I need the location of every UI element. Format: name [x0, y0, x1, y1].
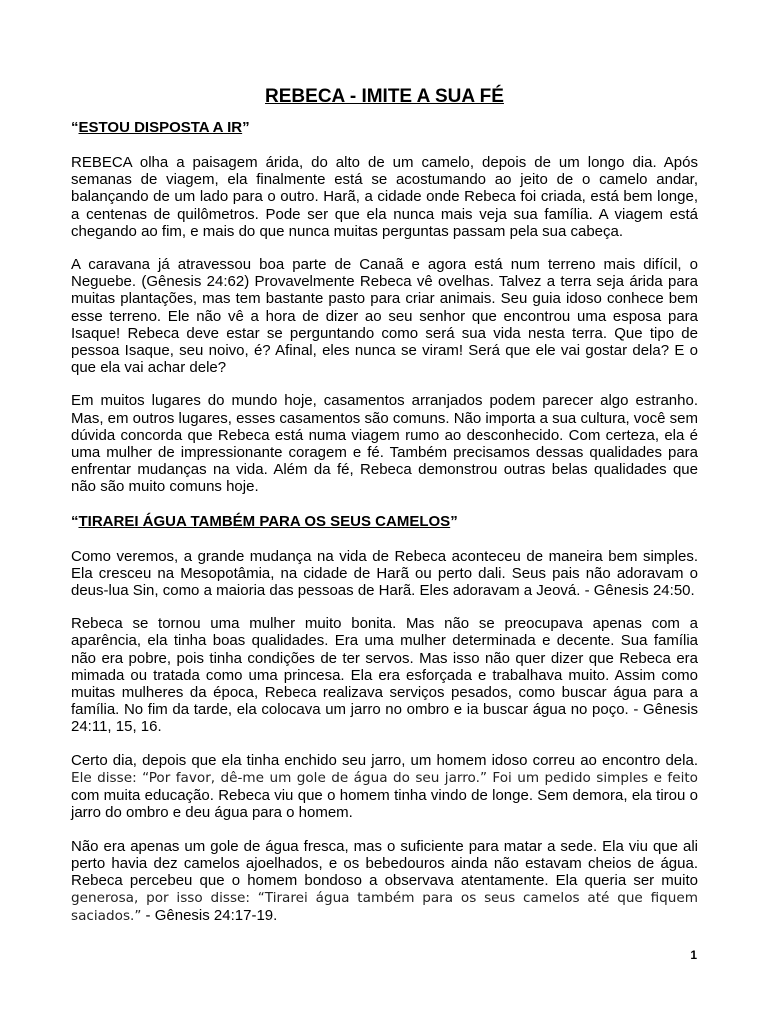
- paragraph: A caravana já atravessou boa parte de Canaã e agora está num terreno mais difícil, o Neguebe. (Gênesis 24:62) Provavelmente Rebeca vê ovelhas. Talvez a terra seja árida para muitas plantações, mas tem bastante pasto para criar animais. Seu guia idoso conhece bem esse terreno. Ele não vê a hora de dizer ao seu senhor que encontrou uma esposa para Isaque! Rebeca deve estar se perguntando como será sua vida nesta terra. Que tipo de pessoa Isaque, seu noivo, é? Afinal, eles nunca se viram! Será que ele vai gostar dela? E o que ela vai achar dele?: [71, 256, 698, 377]
- heading-quote-close: ”: [450, 512, 458, 530]
- section-heading-tirarei-agua: [71, 512, 698, 532]
- paragraph-text-alt-font: Ele disse: “Por favor, dê-me um gole de água do seu jarro.” Foi um pedido simples e feito: [71, 769, 698, 786]
- heading-quote-open: “: [71, 119, 79, 136]
- paragraph: [71, 752, 698, 822]
- document-title: [71, 85, 698, 109]
- heading-text: TIRAREI ÁGUA TAMBÉM PARA OS SEUS CAMELOS: [78, 512, 451, 530]
- paragraph: REBECA olha a paisagem árida, do alto de um camelo, depois de um longo dia. Após semanas de viagem, ela finalmente está se acostumando ao jeito de o camelo andar, balançando de um lado para o outro. Harã, a cidade onde Rebeca foi criada, está bem longe, a centenas de quilômetros. Pode ser que ela nunca mais veja sua família. A viagem está chegando ao fim, e mais do que nunca muitas perguntas passam pela sua cabeça.: [71, 154, 698, 240]
- document-page: [71, 85, 698, 942]
- paragraph-text: - Gênesis 24:17-19.: [141, 907, 278, 925]
- paragraph-text: com muita educação. Rebeca viu que o homem tinha vindo de longe. Sem demora, ela tirou o jarro do ombro e deu água para o homem.: [71, 787, 698, 822]
- document-title-text: REBECA - IMITE A SUA FÉ: [265, 86, 504, 107]
- paragraph-text-alt-font: generosa, por isso disse: “Tirarei água também para os seus camelos até que fiquem saciados.”: [71, 890, 698, 925]
- paragraph: Como veremos, a grande mudança na vida de Rebeca aconteceu de maneira bem simples. Ela cresceu na Mesopotâmia, na cidade de Harã ou perto dali. Seus pais não adoravam o deus-lua Sin, como a maioria das pessoas de Harã. Eles adoravam a Jeová. - Gênesis 24:50.: [71, 547, 698, 600]
- page-number: 1: [690, 948, 697, 962]
- paragraph-text: Certo dia, depois que ela tinha enchido seu jarro, um homem idoso correu ao encontro dela.: [71, 751, 698, 769]
- heading-quote-open: “: [71, 512, 79, 530]
- paragraph: [71, 838, 698, 926]
- paragraph: Em muitos lugares do mundo hoje, casamentos arranjados podem parecer algo estranho. Mas, em outros lugares, esses casamentos são comuns. Não importa a sua cultura, você sem dúvida concorda que Rebeca está numa viagem rumo ao desconhecido. Com certeza, ela é uma mulher de impressionante coragem e fé. Também precisamos dessas qualidades para enfrentar mudanças na vida. Além da fé, Rebeca demonstrou outras belas qualidades que não são muito comuns hoje.: [71, 392, 698, 496]
- heading-text: ESTOU DISPOSTA A IR: [78, 119, 243, 136]
- heading-quote-close: ”: [242, 119, 250, 136]
- section-heading-estou-disposta: [71, 118, 698, 138]
- paragraph-text: Não era apenas um gole de água fresca, mas o suficiente para matar a sede. Ela viu que ali perto havia dez camelos ajoelhados, e os bebedouros ainda não estavam cheios de água. Rebeca percebeu que o homem bondoso a observava atentamente. Ela queria ser muito: [71, 837, 698, 889]
- paragraph: Rebeca se tornou uma mulher muito bonita. Mas não se preocupava apenas com a aparência, ela tinha boas qualidades. Era uma mulher determinada e decente. Sua família não era pobre, pois tinha condições de ter servos. Mas isso não quer dizer que Rebeca era mimada ou tratada como uma princesa. Ela era esforçada e trabalhava muito. Assim como muitas mulheres da época, Rebeca realizava serviços pesados, como buscar água para a família. No fim da tarde, ela colocava um jarro no ombro e ia buscar água no poço. - Gênesis 24:11, 15, 16.: [71, 615, 698, 736]
